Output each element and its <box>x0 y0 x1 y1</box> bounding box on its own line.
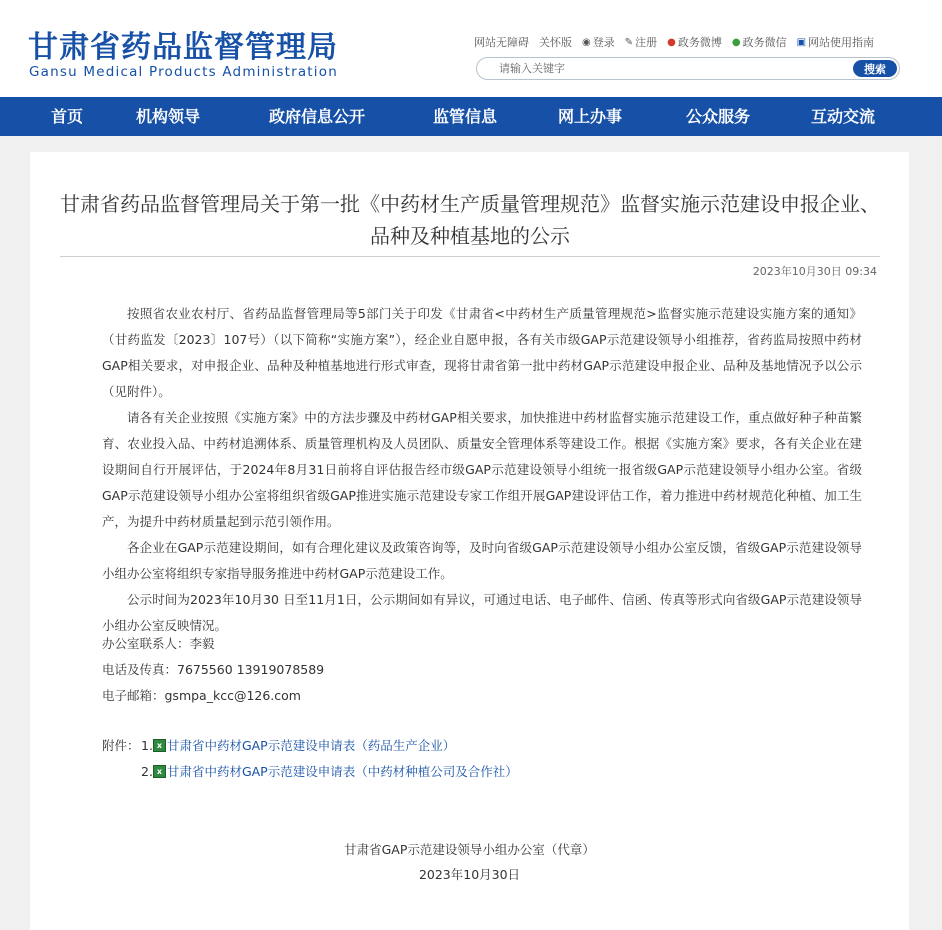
nav-home[interactable]: 首页 <box>51 107 84 126</box>
main-nav <box>0 97 942 136</box>
signature-date: 2023年10月30日 <box>418 867 521 882</box>
attachments-label: 附件： <box>102 738 140 753</box>
paragraph: 各企业在GAP示范建设期间，如有合理化建议及政策咨询等，及时向省级GAP示范建设领导小组办公室反馈，省级GAP示范建设领导小组办公室将组织专家指导服务推进中药材GAP示范建设工作。 <box>102 540 862 581</box>
nav-online-services[interactable]: 网上办事 <box>558 107 623 126</box>
search-input[interactable] <box>499 62 819 75</box>
article-container <box>30 152 909 930</box>
search-box <box>476 57 900 80</box>
login-link[interactable]: ◉ 登录 <box>582 36 615 49</box>
site-header <box>0 0 942 97</box>
signature: 甘肃省GAP示范建设领导小组办公室（代章） <box>344 842 595 857</box>
user-icon: ◉ <box>582 36 591 48</box>
care-version-link[interactable]: 关怀版 <box>539 36 572 49</box>
nav-interaction[interactable]: 互动交流 <box>811 107 876 126</box>
wechat-icon: ● <box>731 36 741 48</box>
contact-email: 电子邮箱：gsmpa_kcc@126.com <box>102 688 301 703</box>
wechat-link[interactable]: ● 政务微信 <box>731 36 787 49</box>
title-divider <box>60 256 880 257</box>
nav-leadership[interactable]: 机构领导 <box>136 107 201 126</box>
publish-date: 2023年10月30日 09:34 <box>752 265 877 278</box>
nav-supervision[interactable]: 监管信息 <box>433 107 498 126</box>
attachment-item: 2. x 甘肃省中药材GAP示范建设申请表（中药材种植公司及合作社） <box>141 763 518 779</box>
attachment-link[interactable]: 甘肃省中药材GAP示范建设申请表（药品生产企业） <box>166 738 456 753</box>
paragraph: 请各有关企业按照《实施方案》中的方法步骤及中药材GAP相关要求，加快推进中药材监督实施示范建设工作，重点做好种子种苗繁育、农业投入品、中药材追溯体系、质量管理机构及人员团队、质量安全管理体系等建设工作。根据《实施方案》要求，各有关企业在建设期间自行开展评估，于2024年8月31日前将自评估报告经市级GAP示范建设领导小组统一报省级GAP示范建设领导小组办公室。省级GAP示范建设领导小组办公室将组织省级GAP推进实施示范建设专家工作组开展GAP建设评估工作，着力推进中药材规范化种植、加工生产，为提升中药材质量起到示范引领作用。 <box>102 410 862 529</box>
excel-file-icon: x <box>153 765 166 778</box>
attachment-link[interactable]: 甘肃省中药材GAP示范建设申请表（中药材种植公司及合作社） <box>166 764 518 779</box>
paragraph: 公示时间为2023年10月30 日至11月1日，公示期间如有异议，可通过电话、电子邮件、信函、传真等形式向省级GAP示范建设领导小组办公室反映情况。 <box>102 592 862 633</box>
pencil-icon: ✎ <box>624 36 634 48</box>
register-link[interactable]: ✎ 注册 <box>624 36 658 49</box>
weibo-icon: ● <box>667 36 676 48</box>
site-guide-link[interactable]: ▣ 网站使用指南 <box>796 36 875 49</box>
nav-public-services[interactable]: 公众服务 <box>686 107 751 126</box>
site-logo-subtitle: Gansu Medical Products Administration <box>29 64 338 80</box>
accessibility-link[interactable]: 网站无障碍 <box>474 36 529 49</box>
article-title: 甘肃省药品监督管理局关于第一批《中药材生产质量管理规范》监督实施示范建设申报企业、品种及种植基地的公示 <box>60 192 880 248</box>
contact-phone-fax: 电话及传真：7675560 13919078589 <box>102 662 325 677</box>
weibo-link[interactable]: ● 政务微博 <box>667 36 722 49</box>
attachment-item: 1. x 甘肃省中药材GAP示范建设申请表（药品生产企业） <box>141 737 456 753</box>
guide-icon: ▣ <box>796 36 807 48</box>
excel-file-icon: x <box>153 739 166 752</box>
contact-person: 办公室联系人：李毅 <box>102 636 215 651</box>
site-logo-title[interactable]: 甘肃省药品监督管理局 <box>28 30 338 65</box>
search-button[interactable]: 搜索 <box>853 60 897 77</box>
article-body <box>102 301 862 639</box>
nav-gov-info[interactable]: 政府信息公开 <box>269 107 366 126</box>
paragraph: 按照省农业农村厅、省药品监督管理局等5部门关于印发《甘肃省<中药材生产质量管理规范>监督实施示范建设实施方案的通知》（甘药监发〔2023〕107号）（以下简称“实施方案”），经企业自愿申报，各有关市级GAP示范建设领导小组推荐，省药监局按照中药材GAP相关要求，对申报企业、品种及种植基地进行形式审查，现将甘肃省第一批中药材GAP示范建设申报企业、品种及基地情况予以公示（见附件）。 <box>102 306 862 399</box>
top-links <box>474 34 874 50</box>
